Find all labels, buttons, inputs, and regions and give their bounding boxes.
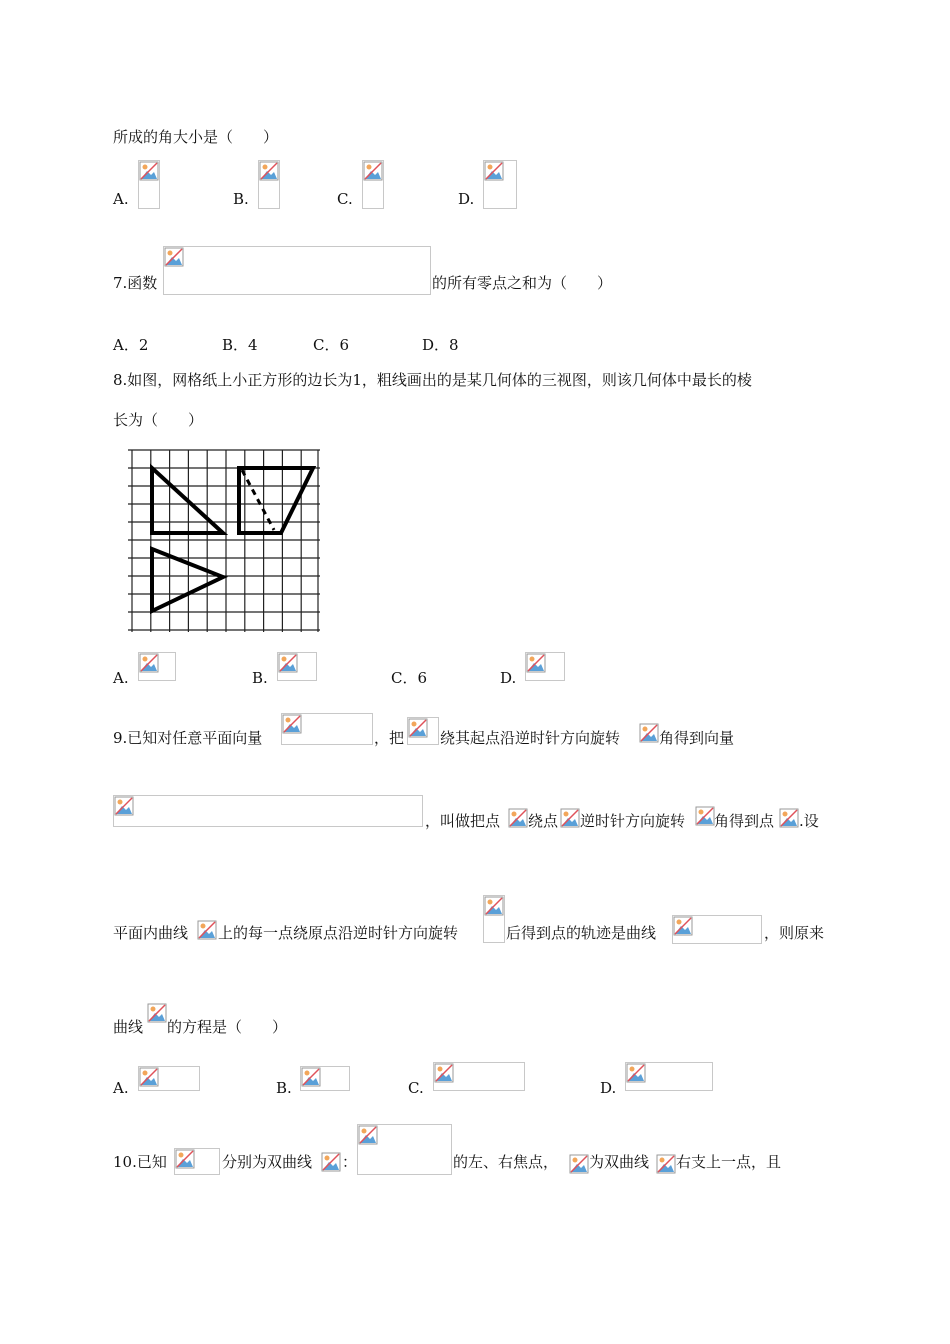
q7-stem-before: 7.函数 xyxy=(113,274,158,292)
q9-curve-equation-image xyxy=(672,915,762,944)
q7-stem-after: 的所有零点之和为（ ） xyxy=(432,274,613,292)
q8-option-a-label: A. xyxy=(113,669,129,687)
q6-option-b-image xyxy=(258,160,280,209)
q10-line1-e: 为双曲线 xyxy=(589,1153,650,1171)
q9-line2-e: .设 xyxy=(799,812,819,830)
q9-line2-a: ，叫做把点 xyxy=(425,812,501,830)
q8-option-d-image xyxy=(525,652,565,681)
broken-image-icon xyxy=(695,806,715,826)
q9-point-b-image xyxy=(508,808,526,830)
q9-curve-c-image xyxy=(197,920,217,942)
q9-line1-a: 9.已知对任意平面向量 xyxy=(113,729,263,747)
q9-line1-b: ，把 xyxy=(374,729,405,747)
q9-option-d-label: D. xyxy=(600,1079,617,1097)
broken-image-icon xyxy=(656,1154,676,1174)
q6-option-b-label: B. xyxy=(233,190,249,208)
q10-curve-c2-image xyxy=(656,1154,676,1176)
broken-image-icon xyxy=(779,808,799,828)
broken-image-icon xyxy=(363,161,383,181)
q9-line3-a: 平面内曲线 xyxy=(113,924,189,942)
q9-line4-b: 的方程是（ ） xyxy=(167,1018,288,1036)
q9-line3-b: 上的每一点绕原点沿逆时针方向旋转 xyxy=(218,924,459,942)
broken-image-icon xyxy=(639,723,659,743)
broken-image-icon xyxy=(139,1067,159,1087)
q9-vector-image xyxy=(281,713,373,745)
q10-line1-c: ： xyxy=(342,1153,358,1171)
q8-stem-line2: 长为（ ） xyxy=(113,411,204,429)
q6-option-a-image xyxy=(138,160,160,209)
q7-option-d: D．8 xyxy=(422,336,459,354)
q9-angle-image xyxy=(639,723,657,745)
q9-point-a-image xyxy=(560,808,578,830)
q10-line1-f: 右支上一点，且 xyxy=(676,1153,782,1171)
broken-image-icon xyxy=(139,653,159,673)
q9-line3-d: ，则原来 xyxy=(764,924,825,942)
broken-image-icon xyxy=(358,1125,378,1145)
q9-rotation-angle-image xyxy=(483,895,505,943)
q6-option-a-label: A. xyxy=(113,190,129,208)
broken-image-icon xyxy=(139,161,159,181)
q10-hyperbola-equation-image xyxy=(357,1124,452,1175)
q10-line1-b: 分别为双曲线 xyxy=(222,1153,313,1171)
broken-image-icon xyxy=(673,916,693,936)
q7-option-b: B．4 xyxy=(222,336,258,354)
q6-option-c-label: C. xyxy=(337,190,353,208)
q9-option-a-label: A. xyxy=(113,1079,129,1097)
q9-line4-a: 曲线 xyxy=(113,1018,144,1036)
broken-image-icon xyxy=(147,1003,167,1023)
q6-option-c-image xyxy=(362,160,384,209)
q9-option-b-image xyxy=(300,1066,350,1091)
side-view xyxy=(239,468,313,533)
broken-image-icon xyxy=(626,1063,646,1083)
q9-line1-d: 角得到向量 xyxy=(659,729,735,747)
broken-image-icon xyxy=(164,247,184,267)
q9-line1-c: 绕其起点沿逆时针方向旋转 xyxy=(440,729,621,747)
q9-vector-formula-image xyxy=(113,795,423,827)
q6-option-d-image xyxy=(483,160,517,209)
q9-line2-d: 角得到点 xyxy=(714,812,775,830)
broken-image-icon xyxy=(282,714,302,734)
q9-curve-c2-image xyxy=(147,1003,167,1037)
q8-option-a-image xyxy=(138,652,176,681)
broken-image-icon xyxy=(408,718,428,738)
broken-image-icon xyxy=(259,161,279,181)
q9-point-p-image xyxy=(779,808,797,830)
broken-image-icon xyxy=(569,1154,589,1174)
q8-option-d-label: D. xyxy=(500,669,517,687)
q9-option-b-label: B. xyxy=(276,1079,292,1097)
q9-line3-c: 后得到点的轨迹是曲线 xyxy=(506,924,657,942)
broken-image-icon xyxy=(526,653,546,673)
broken-image-icon xyxy=(560,808,580,828)
broken-image-icon xyxy=(301,1067,321,1087)
q8-option-c: C．6 xyxy=(391,669,428,687)
q9-line2-b: 绕点 xyxy=(528,812,559,830)
side-view-hidden-edge xyxy=(242,470,274,530)
q10-line1-a: 10.已知 xyxy=(113,1153,167,1171)
q6-option-d-label: D. xyxy=(458,190,475,208)
q9-option-c-image xyxy=(433,1062,525,1091)
q9-option-c-label: C. xyxy=(408,1079,424,1097)
q10-foci-image xyxy=(174,1148,220,1175)
q9-vector2-image xyxy=(407,717,439,745)
q7-function-image xyxy=(163,246,431,295)
broken-image-icon xyxy=(197,920,217,940)
q9-angle2-image xyxy=(695,806,713,830)
broken-image-icon xyxy=(484,896,504,916)
broken-image-icon xyxy=(508,808,528,828)
q8-option-b-image xyxy=(277,652,317,681)
q9-option-a-image xyxy=(138,1066,200,1091)
q10-line1-d: 的左、右焦点， xyxy=(453,1153,559,1171)
front-view xyxy=(152,468,223,533)
q8-option-b-label: B. xyxy=(252,669,268,687)
q6-stem: 所成的角大小是（ ） xyxy=(113,128,279,146)
broken-image-icon xyxy=(484,161,504,181)
grid-lines xyxy=(128,450,320,632)
broken-image-icon xyxy=(175,1149,195,1169)
q7-option-c: C．6 xyxy=(313,336,350,354)
three-view-grid-figure xyxy=(126,446,322,636)
q10-point-p-image xyxy=(569,1154,589,1176)
broken-image-icon xyxy=(434,1063,454,1083)
broken-image-icon xyxy=(321,1152,341,1172)
q7-option-a: A．2 xyxy=(113,336,149,354)
q9-option-d-image xyxy=(625,1062,713,1091)
q8-stem-line1: 8.如图，网格纸上小正方形的边长为1，粗线画出的是某几何体的三视图，则该几何体中最长的棱 xyxy=(113,371,752,389)
broken-image-icon xyxy=(114,796,134,816)
q10-curve-c-image xyxy=(321,1152,341,1174)
q9-line2-c: 逆时针方向旋转 xyxy=(580,812,686,830)
broken-image-icon xyxy=(278,653,298,673)
